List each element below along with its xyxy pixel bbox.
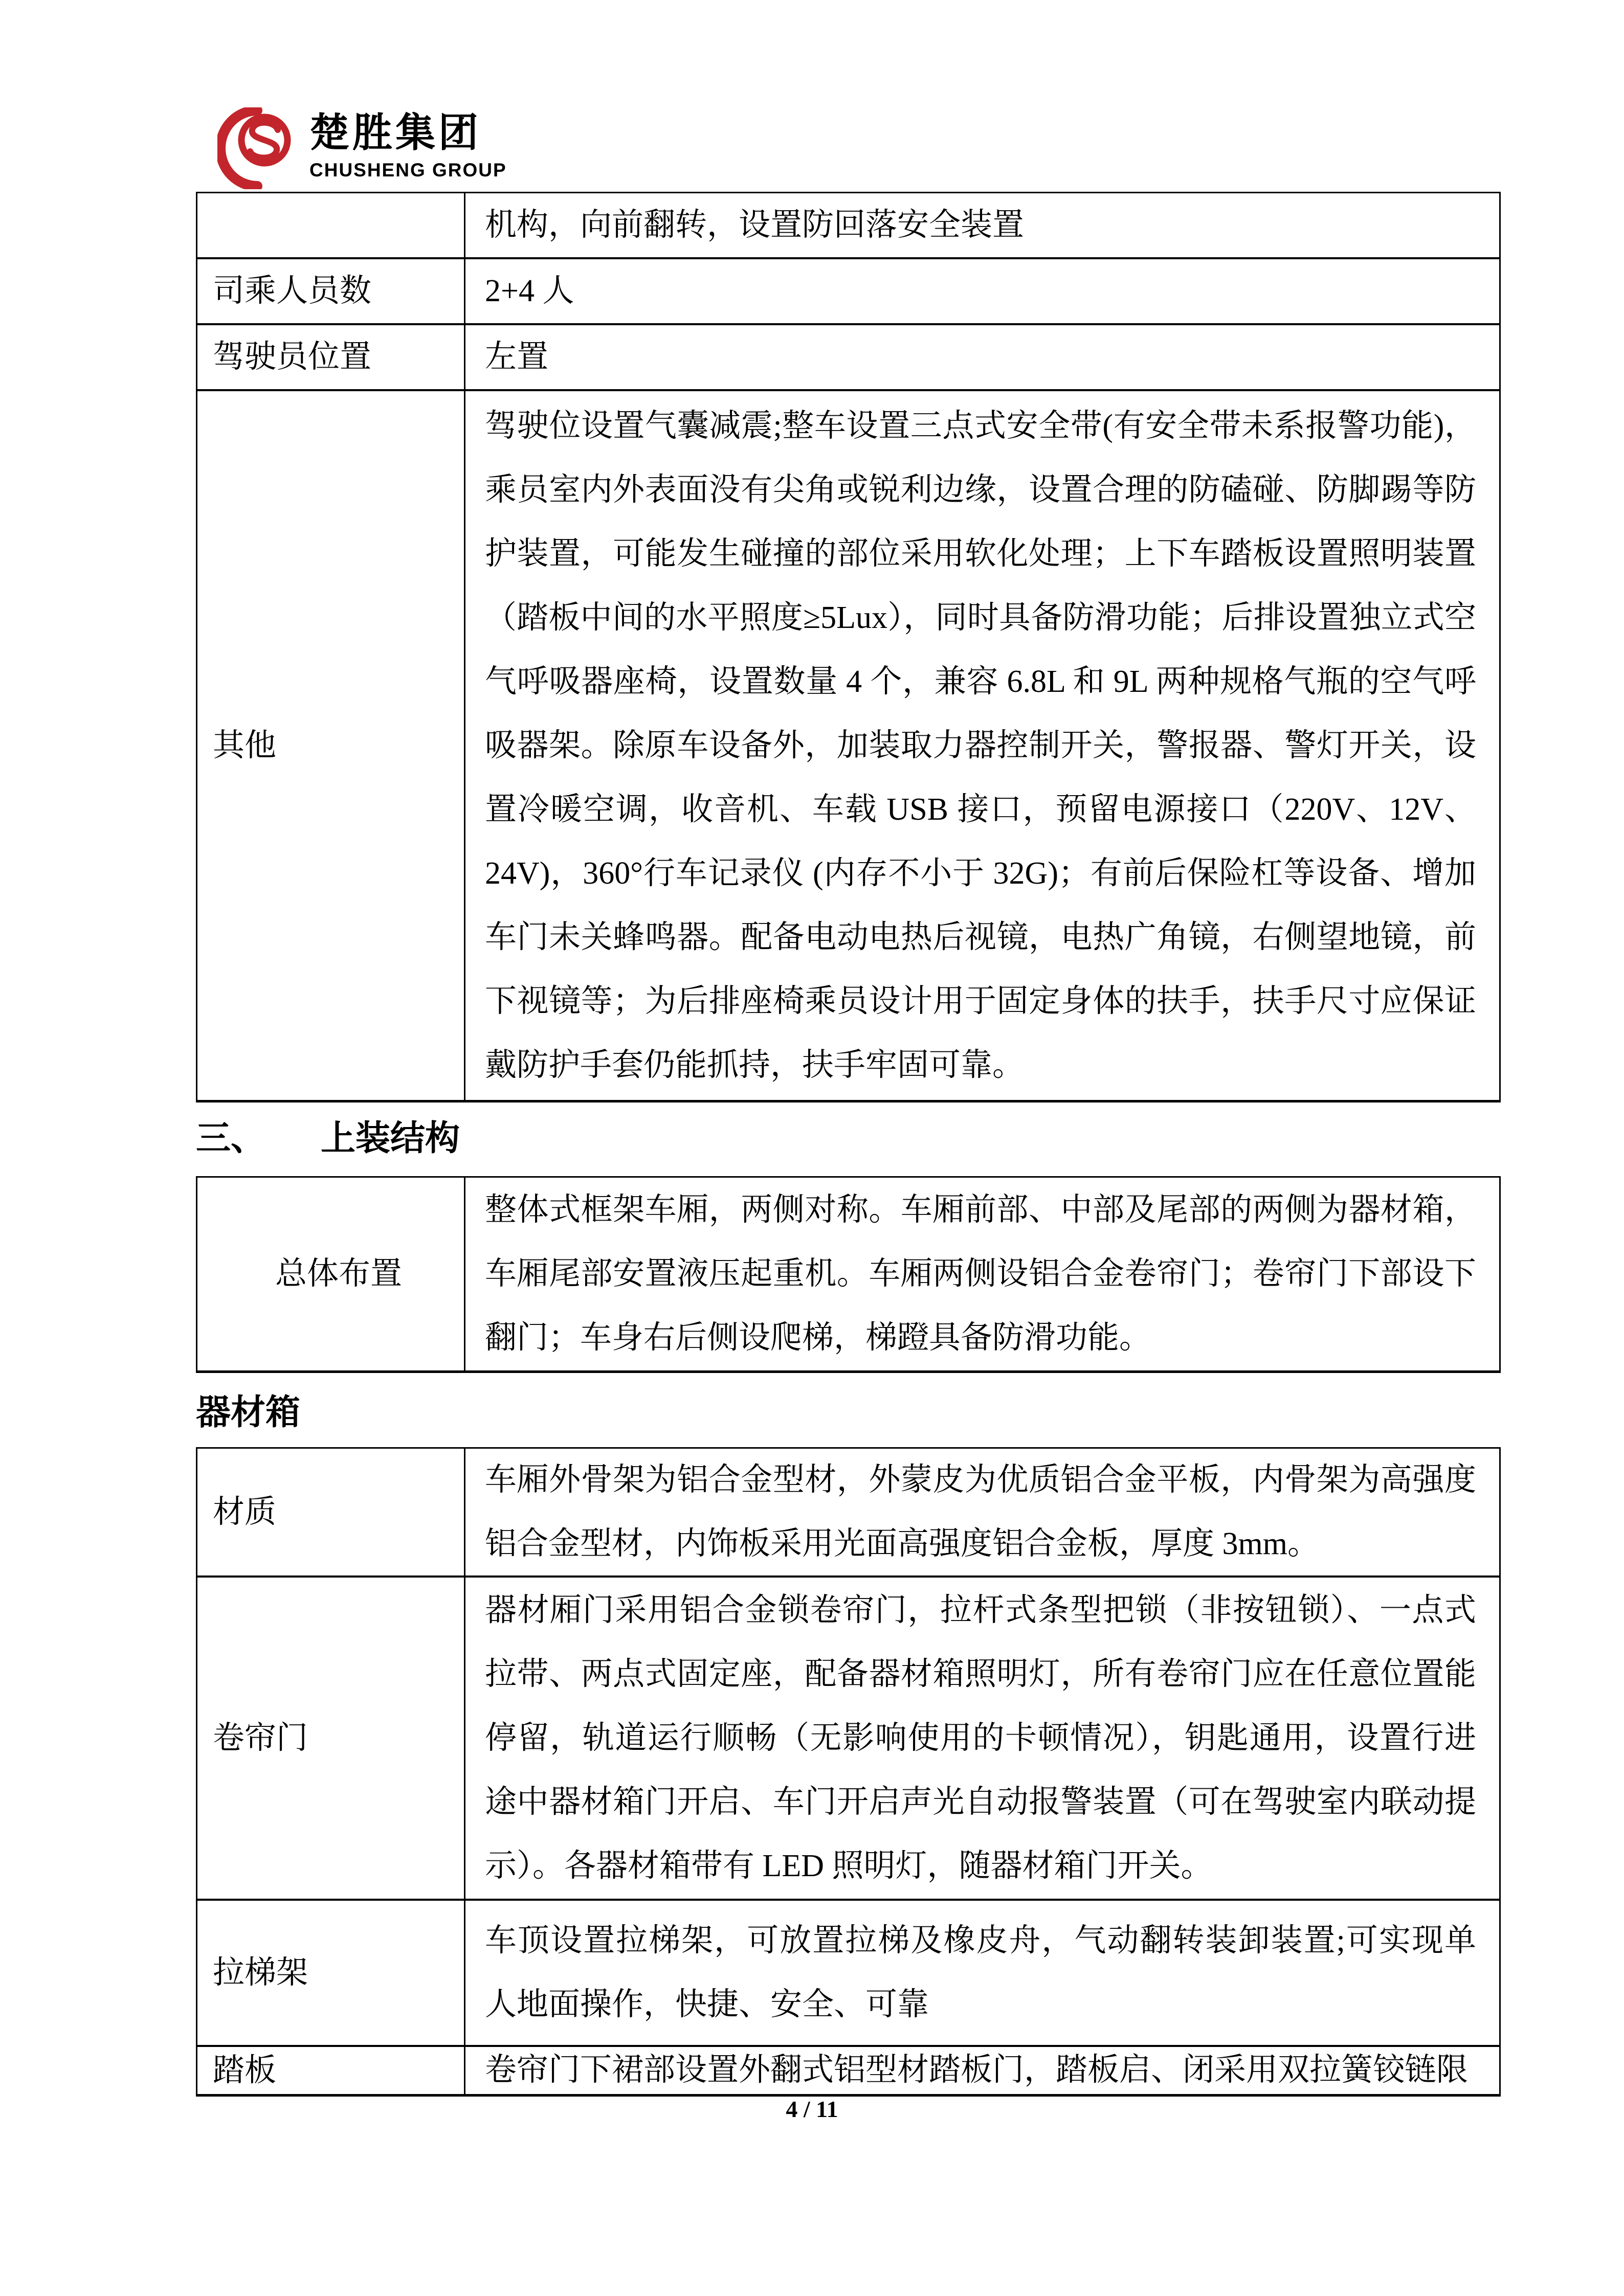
row-label: 拉梯架	[197, 1901, 465, 2045]
row-label: 卷帘门	[197, 1578, 465, 1899]
row-label: 其他	[197, 391, 465, 1100]
row-value: 车顶设置拉梯架，可放置拉梯及橡皮舟，气动翻转装卸装置;可实现单人地面操作，快捷、安全、可靠	[485, 1923, 1476, 2022]
row-label: 踏板	[197, 2047, 465, 2094]
body-structure-table	[196, 1176, 1501, 1373]
section-title: 上装结构	[321, 1119, 460, 1158]
cab-spec-table	[196, 192, 1501, 1102]
row-value: 卷帘门下裙部设置外翻式铝型材踏板门，踏板启、闭采用双拉簧铰链限	[485, 2053, 1469, 2088]
table-row	[197, 1901, 1499, 2047]
table-row	[197, 1578, 1499, 1901]
row-label	[197, 193, 465, 257]
table-row	[197, 1178, 1499, 1370]
row-label: 总体布置	[197, 1178, 465, 1370]
row-value: 左置	[485, 339, 549, 374]
equipment-box-table	[196, 1447, 1501, 2097]
table-row	[197, 2047, 1499, 2094]
row-label: 司乘人员数	[197, 259, 465, 323]
table-row	[197, 1449, 1499, 1578]
table-row	[197, 325, 1499, 391]
company-name	[309, 107, 507, 179]
company-logo	[217, 107, 507, 189]
subsection-heading: 器材箱	[196, 1393, 301, 1432]
row-value: 2+4 人	[485, 273, 574, 308]
row-value: 机构，向前翻转，设置防回落安全装置	[485, 207, 1025, 242]
company-name-en: CHUSHENG GROUP	[309, 160, 507, 181]
company-name-zh: 楚胜集团	[309, 110, 482, 155]
table-row	[197, 193, 1499, 259]
row-label: 材质	[197, 1449, 465, 1575]
table-row	[197, 259, 1499, 325]
row-value: 车厢外骨架为铝合金型材，外蒙皮为优质铝合金平板，内骨架为高强度铝合金型材，内饰板采用光面高强度铝合金板，厚度 3mm。	[485, 1462, 1476, 1561]
page-footer	[0, 2096, 1624, 2123]
row-value: 驾驶位设置气囊减震;整车设置三点式安全带(有安全带未系报警功能)，乘员室内外表面没有尖角或锐利边缘，设置合理的防磕碰、防脚踢等防护装置，可能发生碰撞的部位采用软化处理；上下车踏板设置照明装置（踏板中间的水平照度≥5Lux），同时具备防滑功能；后排设置独立式空气呼吸器座椅，设置数量 4 个，兼容 6.8L 和 9L 两种规格气瓶的空气呼吸器架。除原车设备外，加装取力器控制开关，警报器、警灯开关，设置冷暖空调，收音机、车载 USB 接口，预留电源接口（220V、12V、24V)，360°行车记录仪 (内存不小于 32G)；有前后保险杠等设备、增加车门未关蜂鸣器。配备电动电热后视镜，电热广角镜，右侧望地镜，前下视镜等；为后排座椅乘员设计用于固定身体的扶手，扶手尺寸应保证戴防护手套仍能抓持，扶手牢固可靠。	[485, 408, 1476, 1083]
section-heading	[196, 1121, 460, 1156]
row-value: 整体式框架车厢，两侧对称。车厢前部、中部及尾部的两侧为器材箱，车厢尾部安置液压起重机。车厢两侧设铝合金卷帘门；卷帘门下部设下翻门；车身右后侧设爬梯，梯蹬具备防滑功能。	[485, 1192, 1476, 1355]
page-number: 4 / 11	[786, 2096, 838, 2122]
row-label: 驾驶员位置	[197, 325, 465, 389]
row-value: 器材厢门采用铝合金锁卷帘门，拉杆式条型把锁（非按钮锁）、一点式拉带、两点式固定座，配备器材箱照明灯，所有卷帘门应在任意位置能停留，轨道运行顺畅（无影响使用的卡顿情况），钥匙通用，设置行进途中器材箱门开启、车门开启声光自动报警装置（可在驾驶室内联动提示）。各器材箱带有 LED 照明灯，随器材箱门开关。	[485, 1592, 1476, 1883]
chusheng-logo-icon	[217, 107, 294, 189]
table-row	[197, 391, 1499, 1100]
section-number: 三、	[196, 1119, 266, 1158]
